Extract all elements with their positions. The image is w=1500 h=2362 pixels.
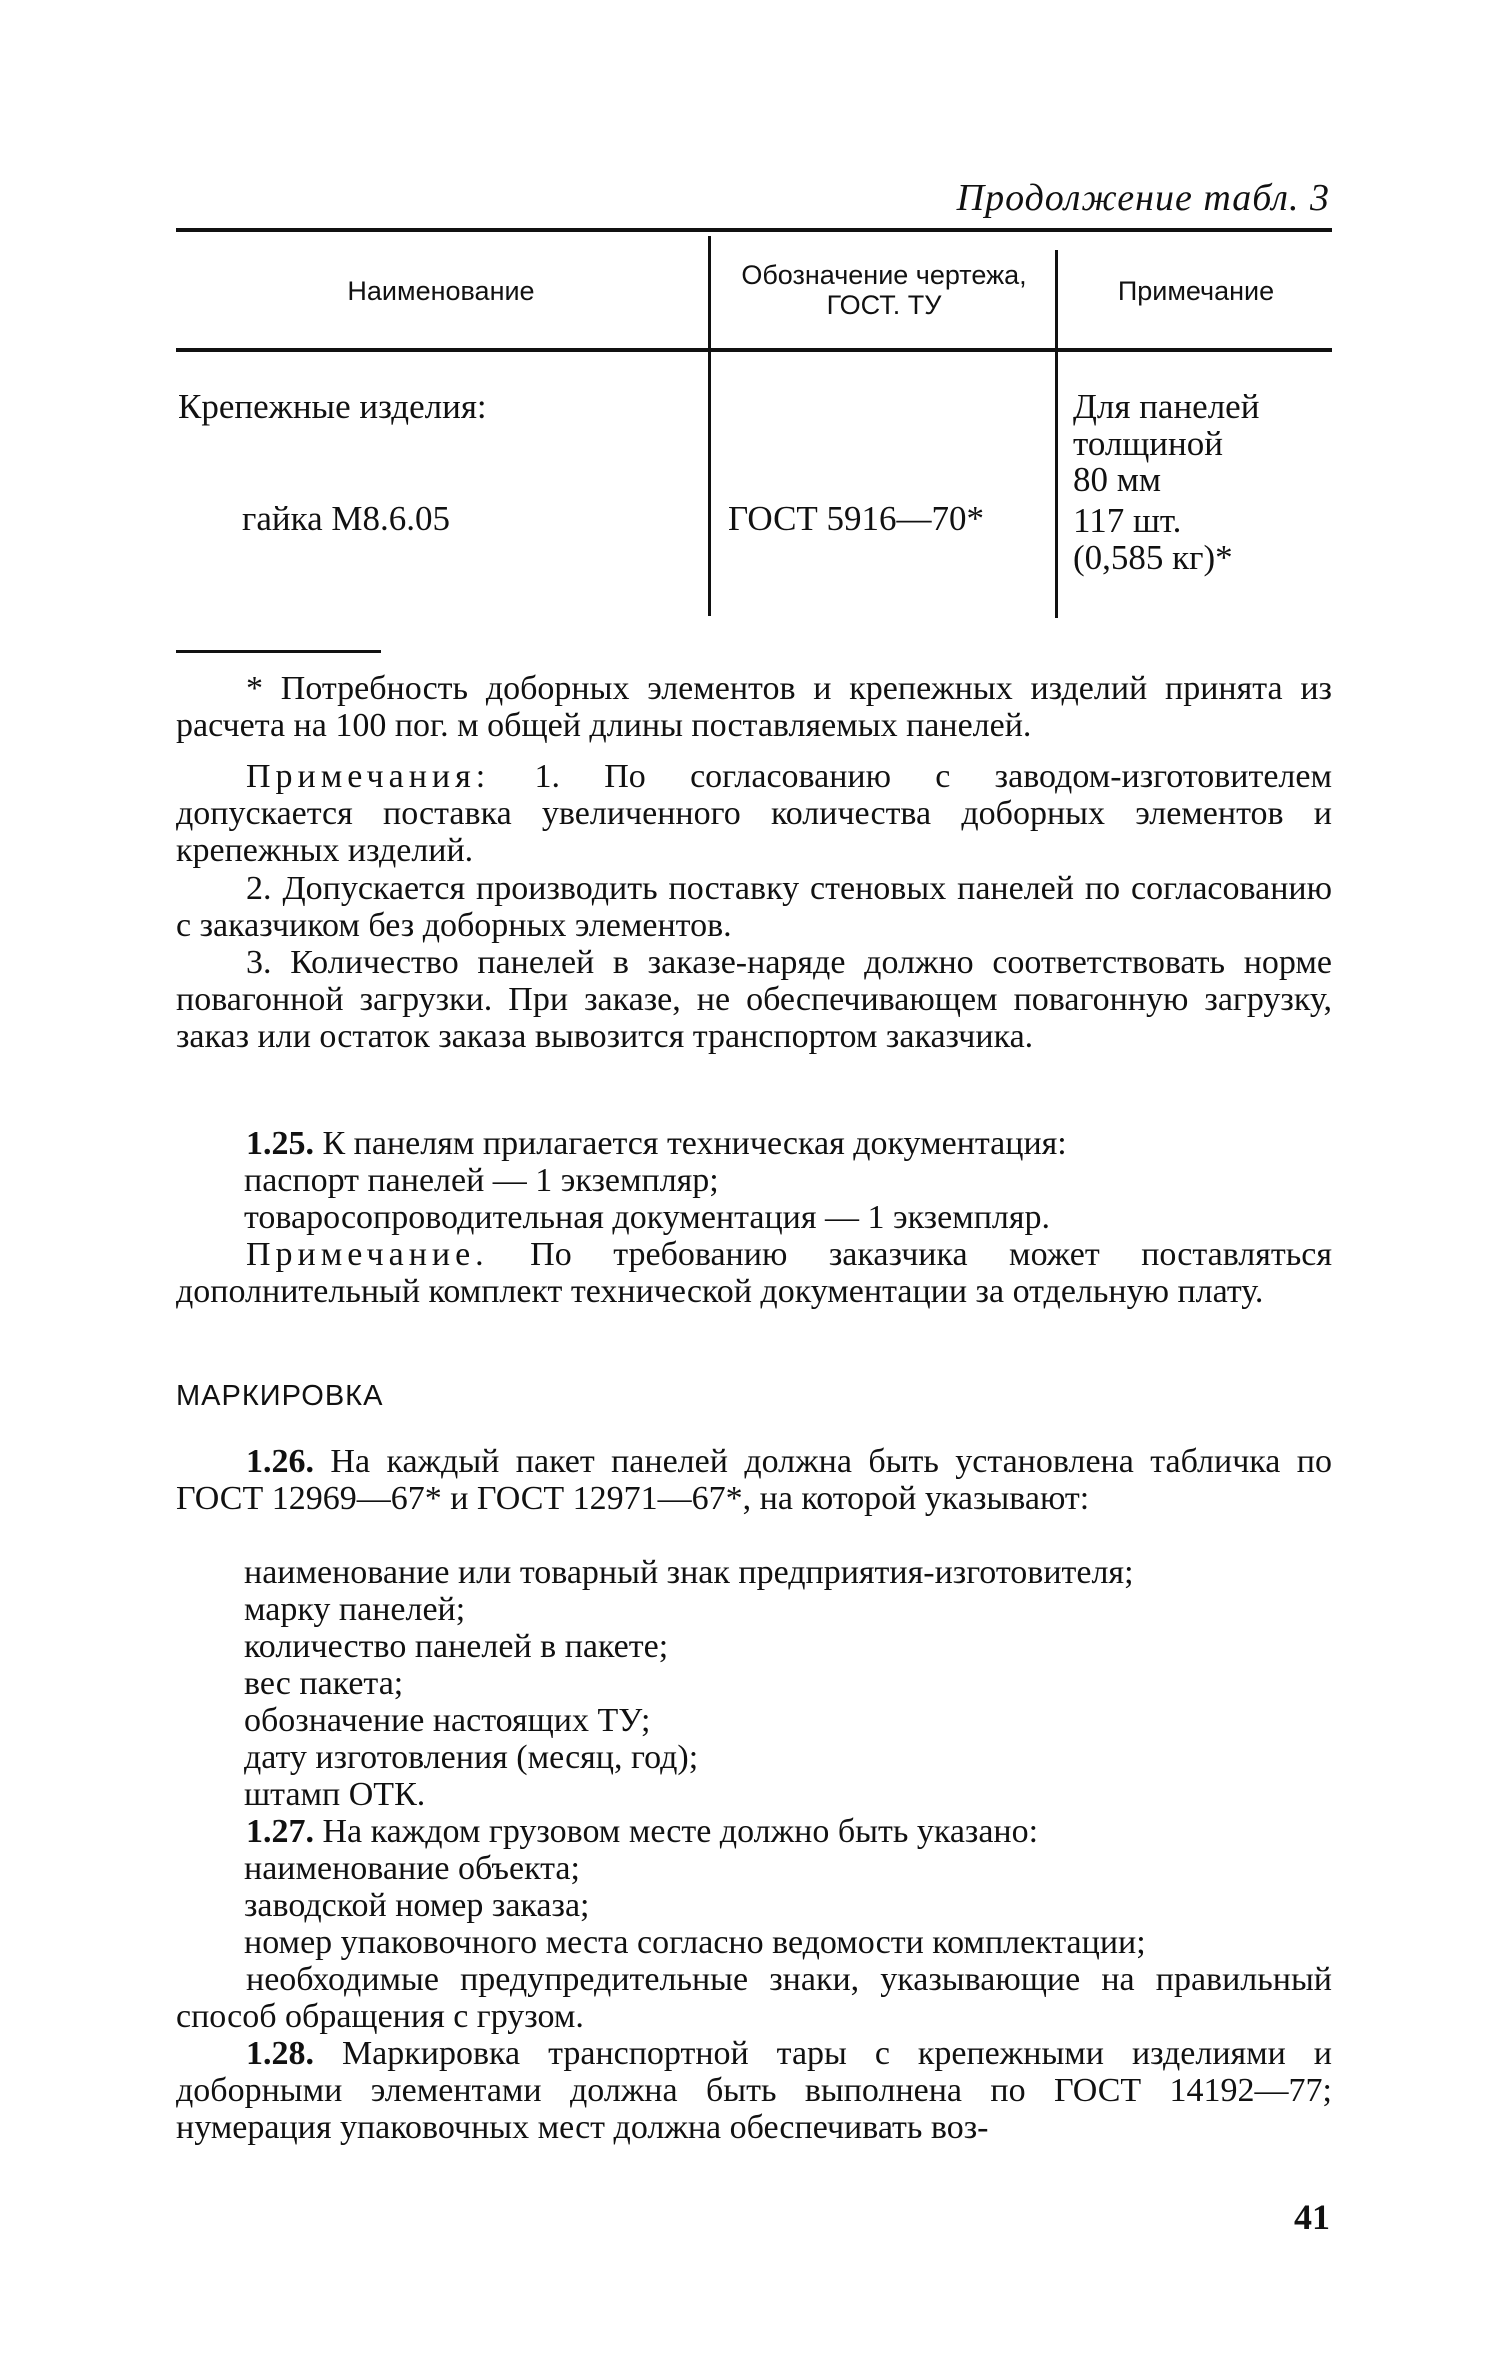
note-2-text: 2. Допускается производить поставку стеновых панелей по согласованию с заказчиком без доборных элементов. [176, 870, 1332, 944]
table-row1-note-line3: 80 мм [1073, 460, 1162, 499]
table-top-rule [176, 228, 1332, 232]
table-row1-note-line2: толщиной [1073, 424, 1223, 463]
section-1-28 [176, 2035, 1332, 2146]
footnote [176, 670, 1332, 744]
table-continuation-label: Продолжение табл. 3 [956, 177, 1330, 219]
table-row2-name: гайка М8.6.05 [242, 499, 451, 538]
section-1-26-item-4: вес пакета; [244, 1665, 404, 1702]
note-1-text: 1. По согласованию с заводом-изготовителем допускается поставка увеличенного количества доборных элементов и крепежных изделий. [176, 758, 1332, 869]
table-row1-note-line1: Для панелей [1073, 387, 1260, 426]
section-heading-marking: МАРКИРОВКА [176, 1380, 384, 1412]
section-1-25-note-label: Примечание. [246, 1236, 489, 1273]
footnote-text: * Потребность доборных элементов и крепежных изделий принята из расчета на 100 пог. м общей длины поставляемых панелей. [176, 670, 1332, 744]
section-1-26-item-6: дату изготовления (месяц, год); [244, 1739, 699, 1776]
note-2 [176, 870, 1332, 944]
table-col-divider-1 [708, 236, 711, 616]
section-1-26-text: На каждый пакет панелей должна быть установлена табличка по ГОСТ 12969—67* и ГОСТ 12971—67*, на которой указывают: [176, 1443, 1332, 1517]
table-row2-designation: ГОСТ 5916—70* [728, 499, 985, 538]
section-1-25-item-2: товаросопроводительная документация — 1 экземпляр. [244, 1199, 1051, 1236]
section-1-26-item-5: обозначение настоящих ТУ; [244, 1702, 651, 1739]
note-3 [176, 944, 1332, 1055]
table-col-divider-2 [1055, 250, 1058, 618]
section-1-26-item-3: количество панелей в пакете; [244, 1628, 669, 1665]
table-header-name: Наименование [347, 276, 535, 306]
section-1-27-text: На каждом грузовом месте должно быть указано: [322, 1813, 1039, 1850]
table-row1-name: Крепежные изделия: [178, 387, 487, 426]
section-1-27-item-1: наименование объекта; [244, 1850, 580, 1887]
table-header-note: Примечание [1117, 276, 1275, 306]
table-row2-note-line1: 117 шт. [1073, 501, 1182, 540]
section-1-27 [176, 1813, 1332, 1850]
section-1-27-item-2: заводской номер заказа; [244, 1887, 590, 1924]
section-1-27-last [176, 1961, 1332, 2035]
note-1 [176, 758, 1332, 869]
section-1-27-item-3: номер упаковочного места согласно ведомости комплектации; [244, 1924, 1146, 1961]
table-header-rule [176, 348, 1332, 352]
section-1-25-item-1: паспорт панелей — 1 экземпляр; [244, 1162, 719, 1199]
note-3-text: 3. Количество панелей в заказе-наряде должно соответствовать норме повагонной загрузки. При заказе, не обеспечивающем повагонную загрузку, заказ или остаток заказа вывозится транспортом заказчика. [176, 944, 1332, 1055]
notes-label: Примечания: [246, 758, 491, 795]
table-row2-note-line2: (0,585 кг)* [1073, 538, 1233, 577]
section-1-27-number: 1.27. [246, 1813, 314, 1850]
section-1-25-text: К панелям прилагается техническая документация: [322, 1125, 1067, 1162]
section-1-26-item-1: наименование или товарный знак предприятия-изготовителя; [244, 1554, 1134, 1591]
section-1-25-number: 1.25. [246, 1125, 314, 1162]
section-1-26-number: 1.26. [246, 1443, 314, 1480]
table-header-designation: Обозначение чертежа, ГОСТ. ТУ [741, 260, 1027, 320]
section-1-28-text: Маркировка транспортной тары с крепежными изделиями и доборными элементами должна быть выполнена по ГОСТ 14192—77; нумерация упаковочных мест должна обеспечивать воз- [176, 2035, 1333, 2146]
section-1-26 [176, 1443, 1332, 1517]
section-1-26-item-7: штамп ОТК. [244, 1776, 426, 1813]
section-1-25-note-text: По требованию заказчика может поставляться дополнительный комплект технической документации за отдельную плату. [176, 1236, 1332, 1310]
section-1-25-note [176, 1236, 1332, 1310]
footnote-rule [176, 650, 381, 653]
section-1-28-number: 1.28. [246, 2035, 314, 2072]
section-1-26-item-2: марку панелей; [244, 1591, 466, 1628]
section-1-27-last-text: необходимые предупредительные знаки, указывающие на правильный способ обращения с грузом. [176, 1961, 1332, 2035]
section-1-25 [176, 1125, 1332, 1162]
page-number: 41 [1294, 2197, 1330, 2237]
